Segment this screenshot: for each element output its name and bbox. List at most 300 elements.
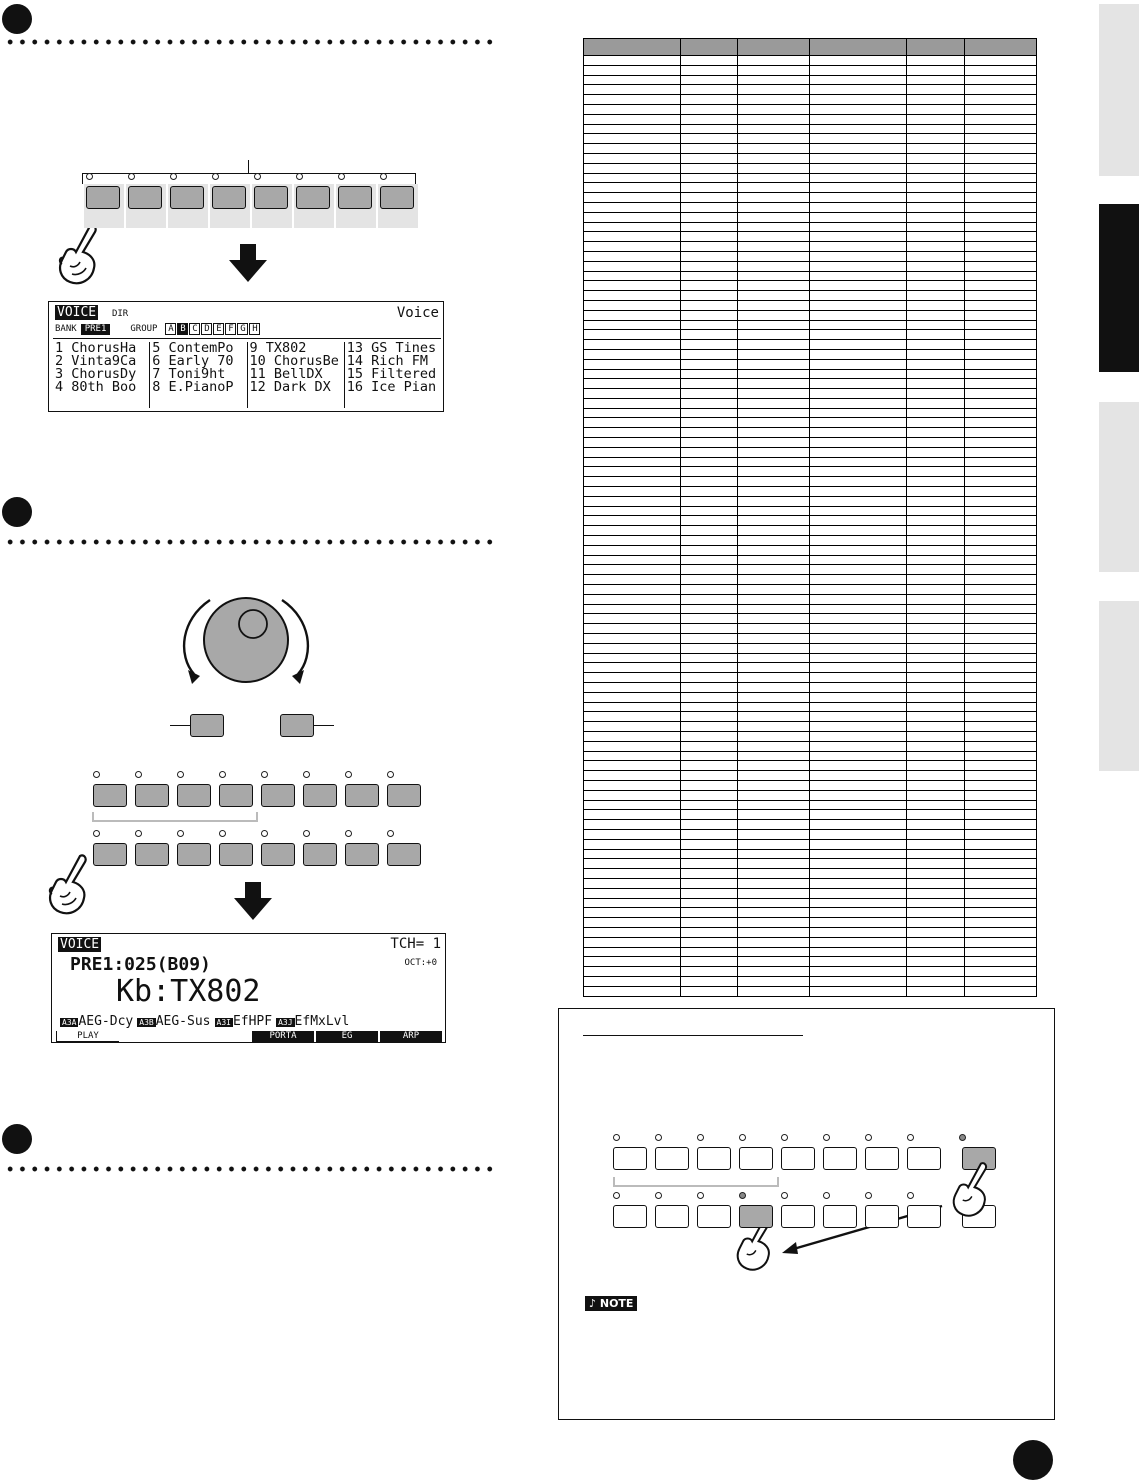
group-letter-a: A (165, 323, 176, 335)
table-cell (680, 555, 737, 565)
table-cell (738, 820, 810, 830)
table-cell (680, 291, 737, 301)
table-cell (810, 271, 907, 281)
table-row (584, 506, 1037, 516)
table-cell (907, 467, 964, 477)
table-cell (907, 976, 964, 986)
table-header-cell (907, 39, 964, 56)
bank-button-1[interactable] (93, 784, 127, 807)
tip-bank-button-1[interactable] (613, 1147, 647, 1170)
table-cell (738, 859, 810, 869)
table-cell (810, 222, 907, 232)
table-cell (907, 673, 964, 683)
table-cell (738, 193, 810, 203)
table-cell (810, 447, 907, 457)
table-cell (584, 790, 681, 800)
tip-number-button-1[interactable] (613, 1205, 647, 1228)
chapter-tab-2-active[interactable] (1099, 204, 1139, 372)
table-cell (964, 555, 1036, 565)
table-cell (584, 937, 681, 947)
tip-bank-button-3[interactable] (697, 1147, 731, 1170)
tip-bank-button-7[interactable] (865, 1147, 899, 1170)
table-cell (964, 663, 1036, 673)
table-cell (584, 75, 681, 85)
table-cell (810, 359, 907, 369)
table-cell (680, 496, 737, 506)
table-cell (584, 839, 681, 849)
table-cell (964, 878, 1036, 888)
indicator-led (170, 173, 177, 180)
number-button-1[interactable] (93, 843, 127, 866)
tab-arp[interactable]: ARP (380, 1031, 442, 1042)
table-cell (907, 731, 964, 741)
tab-spacer (119, 1031, 250, 1042)
indicator-led (655, 1192, 662, 1199)
table-row (584, 222, 1037, 232)
tip-number-button-3[interactable] (697, 1205, 731, 1228)
table-cell (907, 506, 964, 516)
voice-entry[interactable]: 9 TX802 (249, 342, 307, 355)
dec-button[interactable] (190, 714, 224, 737)
table-cell (584, 780, 681, 790)
table-cell (738, 56, 810, 66)
table-cell (964, 908, 1036, 918)
indicator-led (613, 1134, 620, 1141)
indicator-led (296, 173, 303, 180)
group-button-1[interactable] (86, 186, 120, 209)
note-badge (585, 1296, 637, 1311)
inc-button[interactable] (280, 714, 314, 737)
knob-assign (215, 1014, 273, 1029)
group-button-2[interactable] (128, 186, 162, 209)
table-cell (584, 457, 681, 467)
table-cell (680, 389, 737, 399)
table-cell (680, 428, 737, 438)
table-row (584, 712, 1037, 722)
table-cell (810, 849, 907, 859)
table-cell (964, 251, 1036, 261)
table-cell (907, 722, 964, 732)
table-cell (964, 261, 1036, 271)
tip-bank-button-8[interactable] (907, 1147, 941, 1170)
table-cell (738, 496, 810, 506)
table-row (584, 722, 1037, 732)
table-cell (964, 408, 1036, 418)
table-cell (907, 330, 964, 340)
table-cell (680, 271, 737, 281)
table-cell (907, 222, 964, 232)
table-cell (738, 85, 810, 95)
table-cell (584, 408, 681, 418)
tip-bank-button-5[interactable] (781, 1147, 815, 1170)
table-cell (810, 594, 907, 604)
table-cell (680, 653, 737, 663)
table-cell (964, 976, 1036, 986)
voice-entry[interactable]: 2 Vinta9Ca (55, 355, 137, 368)
table-cell (738, 702, 810, 712)
table-cell (907, 85, 964, 95)
lcd-mode-label: VOICE (57, 305, 97, 320)
table-cell (964, 673, 1036, 683)
table-row (584, 232, 1037, 242)
group-label: GROUP (130, 323, 158, 334)
table-cell (907, 761, 964, 771)
table-row (584, 271, 1037, 281)
table-cell (738, 898, 810, 908)
bank-bracket (92, 812, 258, 822)
bank-button-3[interactable] (177, 784, 211, 807)
table-cell (907, 428, 964, 438)
table-cell (584, 927, 681, 937)
bank-button-6[interactable] (303, 784, 337, 807)
table-cell (907, 790, 964, 800)
table-cell (738, 722, 810, 732)
table-row (584, 65, 1037, 75)
voice-entry[interactable]: 12 Dark DX (249, 381, 331, 394)
table-row (584, 918, 1037, 928)
voice-entry[interactable]: 4 80th Boo (55, 381, 137, 394)
tip-number-button-5[interactable] (781, 1205, 815, 1228)
table-cell (584, 251, 681, 261)
table-row (584, 663, 1037, 673)
group-button-7[interactable] (338, 186, 372, 209)
table-cell (584, 849, 681, 859)
table-cell (738, 340, 810, 350)
bank-button-8[interactable] (387, 784, 421, 807)
table-cell (738, 663, 810, 673)
table-row (584, 496, 1037, 506)
table-row (584, 967, 1037, 977)
table-cell (964, 418, 1036, 428)
voice-entry[interactable]: 14 Rich FM (346, 355, 429, 368)
table-cell (738, 300, 810, 310)
table-cell (584, 565, 681, 575)
table-cell (964, 516, 1036, 526)
lcd-mode-label: VOICE (60, 937, 100, 952)
table-cell (680, 202, 737, 212)
table-cell (964, 526, 1036, 536)
chapter-tab-1[interactable] (1099, 4, 1139, 176)
table-cell (738, 731, 810, 741)
table-cell (680, 829, 737, 839)
lcd-title: Voice (396, 305, 439, 321)
number-button-3[interactable] (177, 843, 211, 866)
table-cell (738, 114, 810, 124)
voice-entry[interactable]: 8 E.PianoP (152, 381, 234, 394)
table-cell (738, 183, 810, 193)
table-row (584, 731, 1037, 741)
table-cell (584, 585, 681, 595)
chapter-tab-3[interactable] (1099, 402, 1139, 572)
number-button-4[interactable] (219, 843, 253, 866)
table-cell (738, 418, 810, 428)
indicator-led (254, 173, 261, 180)
table-cell (680, 918, 737, 928)
tab-play[interactable]: PLAY (56, 1031, 119, 1042)
table-cell (964, 624, 1036, 634)
bank-button-4[interactable] (219, 784, 253, 807)
voice-entry[interactable]: 5 ContemPo (152, 342, 234, 355)
table-cell (584, 369, 681, 379)
table-cell (810, 741, 907, 751)
table-cell (810, 65, 907, 75)
table-cell (964, 104, 1036, 114)
table-row (584, 751, 1037, 761)
group-button-8[interactable] (380, 186, 414, 209)
tip-bank-button-4[interactable] (739, 1147, 773, 1170)
table-cell (738, 281, 810, 291)
voice-name: Kb:TX802 (116, 974, 261, 1009)
table-cell (738, 251, 810, 261)
data-dial[interactable] (170, 592, 330, 702)
step-1-badge (2, 4, 32, 34)
table-row (584, 643, 1037, 653)
table-row (584, 565, 1037, 575)
table-cell (810, 565, 907, 575)
voice-entry[interactable]: 3 ChorusDy (55, 368, 137, 381)
table-row (584, 957, 1037, 967)
voice-entry[interactable]: 7 Toni9ht (152, 368, 226, 381)
table-cell (964, 957, 1036, 967)
indicator-led (865, 1134, 872, 1141)
voice-entry[interactable]: 16 Ice Pian (346, 381, 437, 394)
table-cell (680, 193, 737, 203)
table-cell (584, 516, 681, 526)
table-cell (810, 790, 907, 800)
table-cell (680, 624, 737, 634)
table-cell (584, 947, 681, 957)
number-button-2[interactable] (135, 843, 169, 866)
table-cell (584, 349, 681, 359)
table-cell (810, 575, 907, 585)
table-cell (584, 496, 681, 506)
indicator-led (128, 173, 135, 180)
table-cell (680, 487, 737, 497)
table-cell (810, 986, 907, 996)
table-cell (907, 800, 964, 810)
table-cell (964, 222, 1036, 232)
table-row (584, 849, 1037, 859)
bank-button-5[interactable] (261, 784, 295, 807)
table-cell (584, 232, 681, 242)
table-row (584, 75, 1037, 85)
tab-eg[interactable]: EG (316, 1031, 378, 1042)
table-cell (810, 614, 907, 624)
table-cell (680, 771, 737, 781)
table-cell (738, 173, 810, 183)
voice-entry[interactable]: 1 ChorusHa (55, 342, 137, 355)
table-cell (810, 673, 907, 683)
table-cell (810, 281, 907, 291)
table-cell (584, 908, 681, 918)
table-cell (810, 908, 907, 918)
number-button-7[interactable] (345, 843, 379, 866)
table-cell (810, 643, 907, 653)
bank-button-7[interactable] (345, 784, 379, 807)
table-cell (907, 193, 964, 203)
knob-tag: A3A (62, 1018, 77, 1027)
group-letter-h: H (249, 323, 260, 335)
table-cell (810, 379, 907, 389)
group-letters (165, 323, 260, 335)
table-cell (810, 487, 907, 497)
table-cell (680, 56, 737, 66)
table-cell (584, 653, 681, 663)
table-cell (810, 340, 907, 350)
table-cell (907, 242, 964, 252)
tip-bank-button-2[interactable] (655, 1147, 689, 1170)
table-cell (680, 408, 737, 418)
tip-bank-button-6[interactable] (823, 1147, 857, 1170)
tip-number-button-2[interactable] (655, 1205, 689, 1228)
table-row (584, 839, 1037, 849)
table-cell (584, 487, 681, 497)
group-button-3[interactable] (170, 186, 204, 209)
voice-entry[interactable]: 6 Early 70 (152, 355, 234, 368)
knob-assign-row (60, 1014, 445, 1029)
tip-number-button-7[interactable] (865, 1205, 899, 1228)
table-cell (964, 545, 1036, 555)
table-cell (680, 124, 737, 134)
voice-select-lcd (48, 301, 444, 412)
voice-entry[interactable]: 10 ChorusBe (249, 355, 339, 368)
table-cell (907, 663, 964, 673)
table-row (584, 976, 1037, 986)
voice-entry[interactable]: 13 GS Tines (346, 342, 437, 355)
table-cell (738, 594, 810, 604)
table-cell (738, 575, 810, 585)
table-cell (907, 516, 964, 526)
table-cell (584, 271, 681, 281)
table-cell (584, 330, 681, 340)
voice-entry[interactable]: 15 Filtered (346, 368, 437, 381)
table-cell (964, 300, 1036, 310)
indicator-led (781, 1134, 788, 1141)
table-cell (964, 359, 1036, 369)
table-row (584, 741, 1037, 751)
table-cell (964, 310, 1036, 320)
table-cell (907, 849, 964, 859)
table-cell (738, 457, 810, 467)
table-row (584, 585, 1037, 595)
table-cell (680, 888, 737, 898)
table-cell (584, 526, 681, 536)
table-row (584, 526, 1037, 536)
table-cell (964, 653, 1036, 663)
table-cell (584, 810, 681, 820)
table-row (584, 163, 1037, 173)
tab-porta[interactable]: PORTA (252, 1031, 314, 1042)
table-cell (964, 438, 1036, 448)
table-cell (680, 712, 737, 722)
chapter-tab-4[interactable] (1099, 601, 1139, 771)
bank-button-2[interactable] (135, 784, 169, 807)
octave-value: OCT:+0 (404, 958, 437, 968)
table-cell (680, 232, 737, 242)
table-cell (964, 741, 1036, 751)
table-row (584, 634, 1037, 644)
table-cell (584, 800, 681, 810)
indicator-led (219, 830, 226, 837)
table-cell (907, 555, 964, 565)
table-cell (738, 545, 810, 555)
step-3-badge (2, 1124, 32, 1154)
tip-number-button-6[interactable] (823, 1205, 857, 1228)
table-cell (738, 604, 810, 614)
table-cell (810, 947, 907, 957)
table-cell (680, 967, 737, 977)
table-cell (738, 320, 810, 330)
indicator-led (177, 771, 184, 778)
table-cell (810, 75, 907, 85)
table-cell (810, 810, 907, 820)
voice-entry[interactable]: 11 BellDX (249, 368, 323, 381)
table-cell (810, 95, 907, 105)
table-cell (738, 291, 810, 301)
tip-number-button-4[interactable] (739, 1205, 773, 1228)
table-cell (738, 398, 810, 408)
number-button-5[interactable] (261, 843, 295, 866)
table-cell (964, 839, 1036, 849)
table-row (584, 369, 1037, 379)
table-row (584, 878, 1037, 888)
table-cell (810, 232, 907, 242)
table-cell (738, 683, 810, 693)
indicator-led (697, 1134, 704, 1141)
table-cell (907, 114, 964, 124)
table-cell (680, 878, 737, 888)
table-cell (680, 369, 737, 379)
table-row (584, 212, 1037, 222)
table-cell (738, 467, 810, 477)
table-row (584, 300, 1037, 310)
table-row (584, 124, 1037, 134)
number-button-6[interactable] (303, 843, 337, 866)
table-cell (810, 496, 907, 506)
table-cell (680, 761, 737, 771)
table-row (584, 536, 1037, 546)
table-cell (964, 849, 1036, 859)
table-cell (907, 594, 964, 604)
table-cell (680, 751, 737, 761)
table-cell (584, 555, 681, 565)
table-row (584, 624, 1037, 634)
table-cell (680, 438, 737, 448)
table-cell (810, 555, 907, 565)
group-button-5[interactable] (254, 186, 288, 209)
table-cell (680, 604, 737, 614)
number-button-8[interactable] (387, 843, 421, 866)
table-cell (964, 829, 1036, 839)
table-cell (964, 291, 1036, 301)
table-row (584, 457, 1037, 467)
table-cell (810, 291, 907, 301)
table-cell (738, 878, 810, 888)
table-cell (584, 261, 681, 271)
table-row (584, 545, 1037, 555)
table-row (584, 800, 1037, 810)
table-cell (907, 614, 964, 624)
tip-number-button-8[interactable] (907, 1205, 941, 1228)
table-cell (810, 859, 907, 869)
group-button-4[interactable] (212, 186, 246, 209)
table-cell (584, 124, 681, 134)
table-cell (810, 114, 907, 124)
group-letter-c: C (189, 323, 200, 335)
table-cell (907, 291, 964, 301)
table-cell (964, 859, 1036, 869)
group-button-6[interactable] (296, 186, 330, 209)
